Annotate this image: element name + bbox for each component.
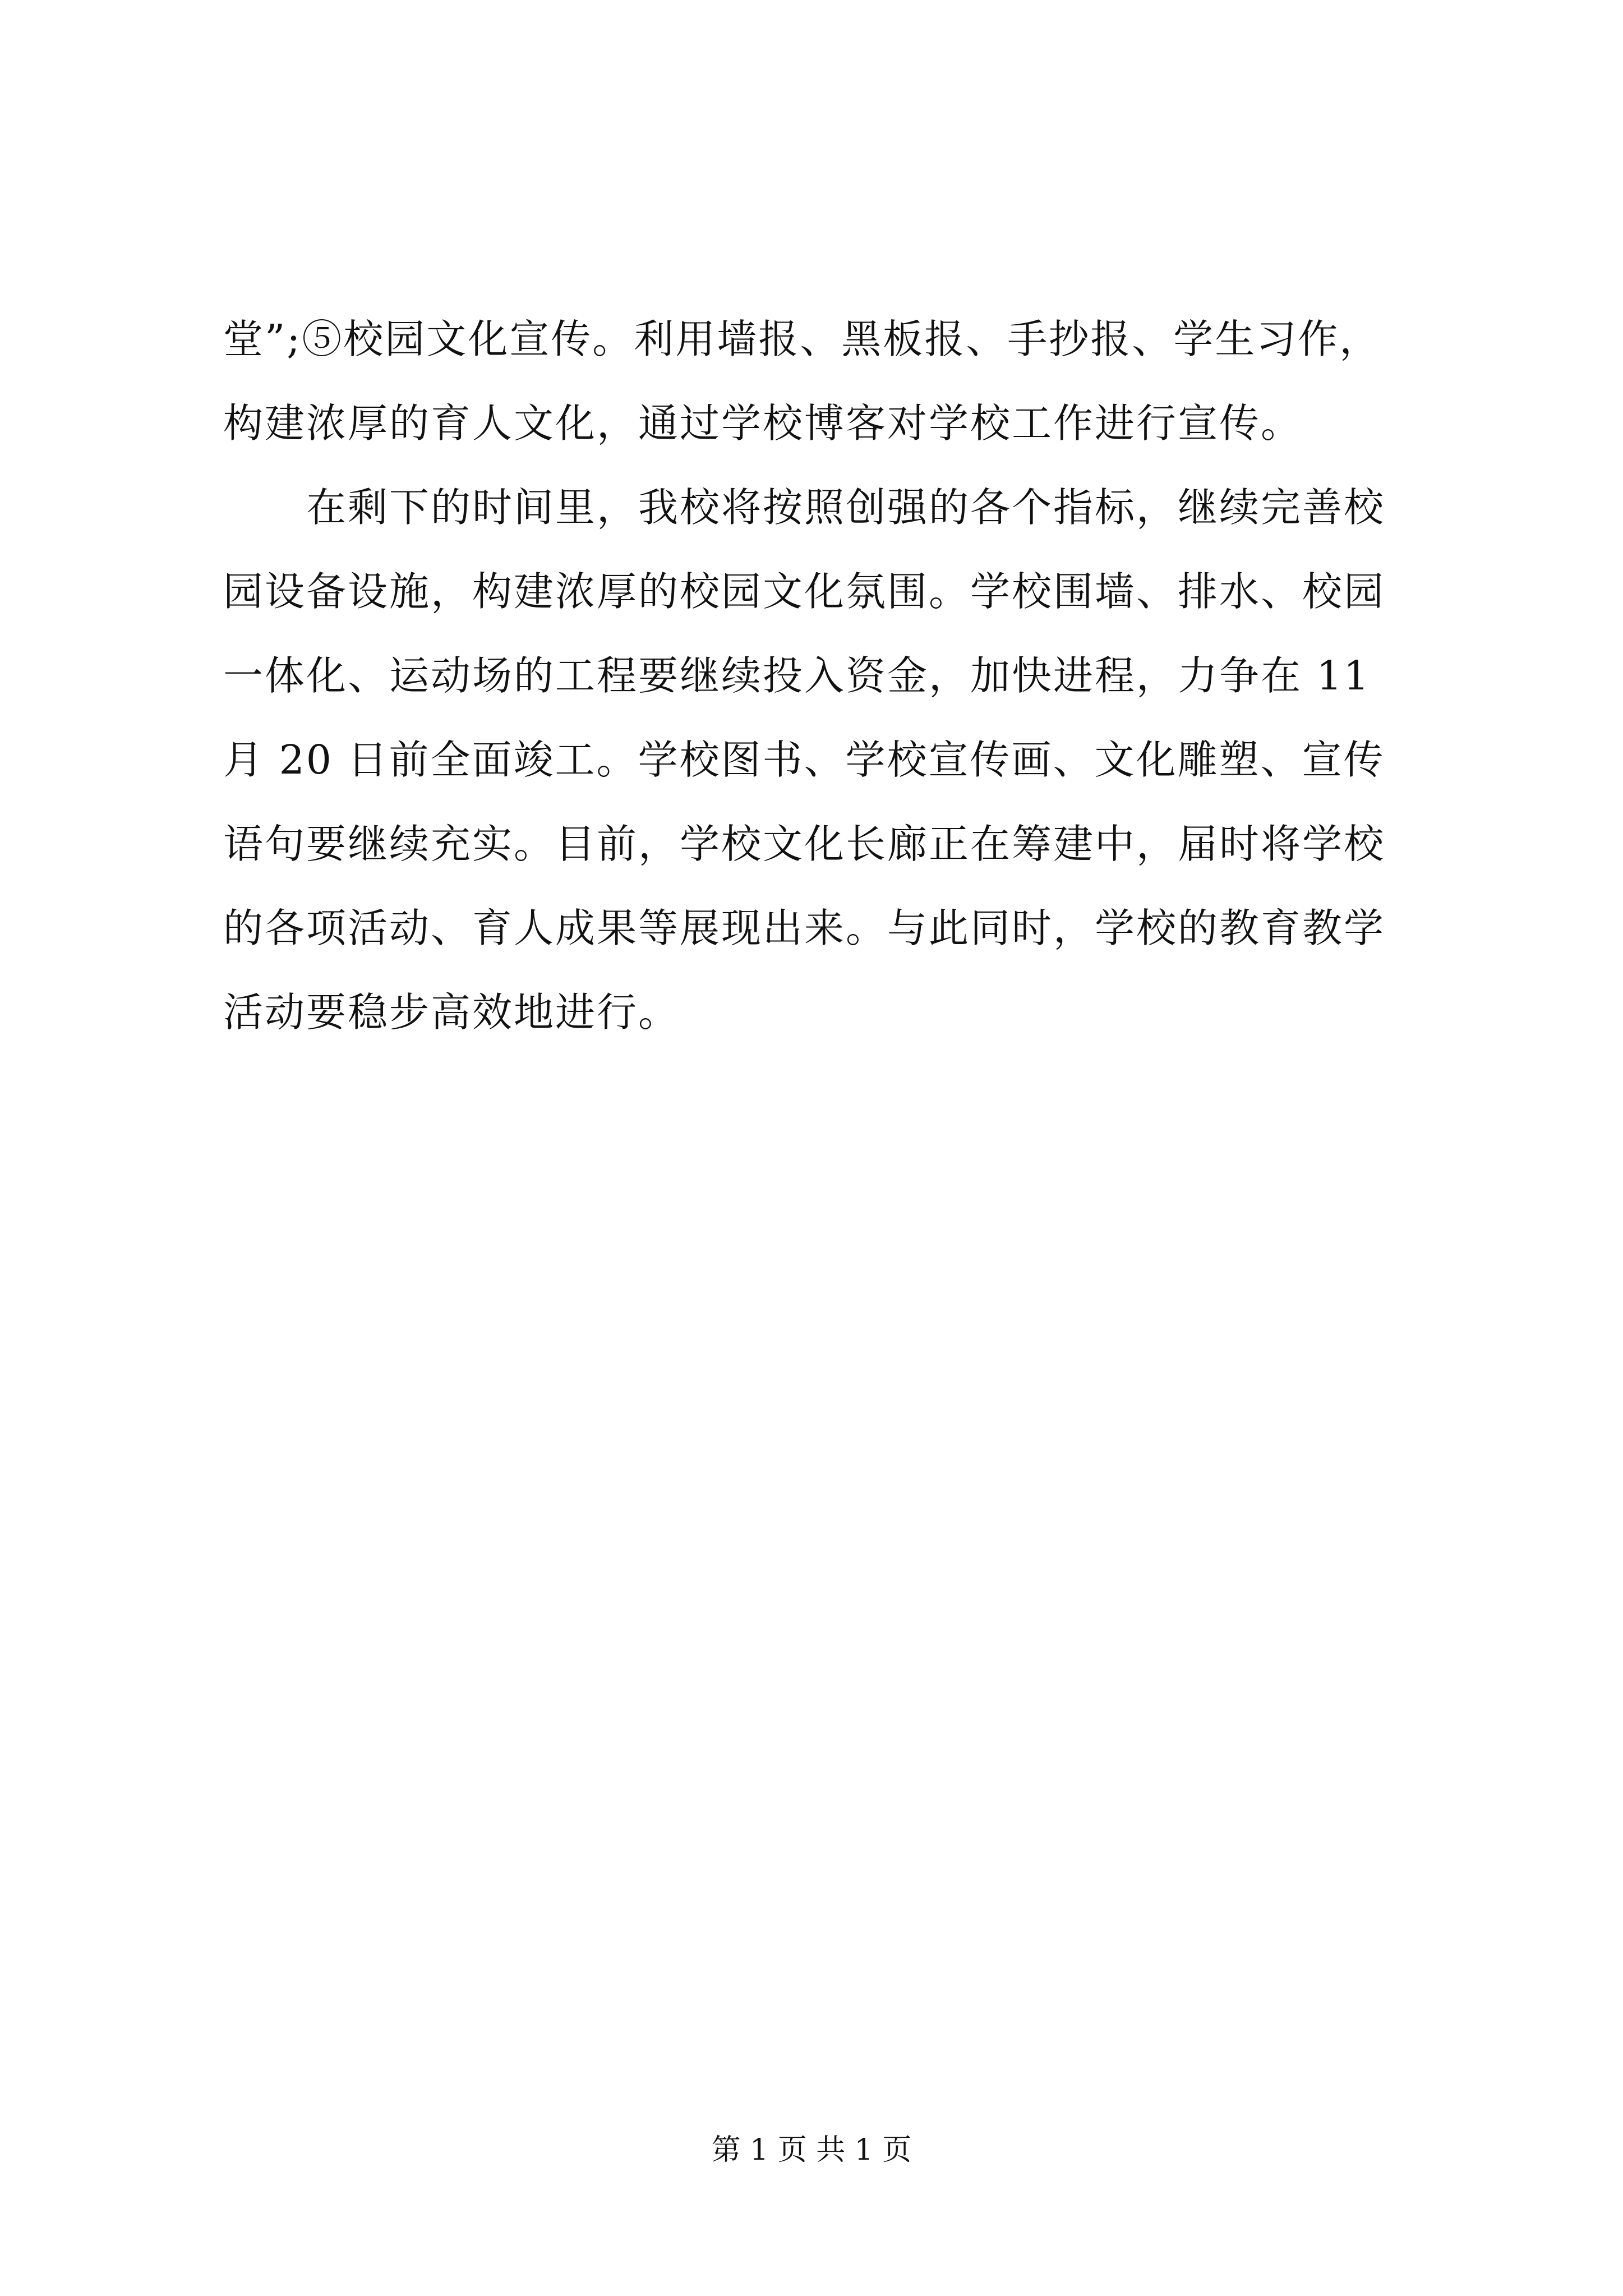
body-line-1: 堂”;⑤校园文化宣传。利用墙报、黑板报、手抄报、学生习作， (223, 316, 1381, 362)
page-number-label: 第 1 页 共 1 页 (711, 2133, 912, 2167)
document-body (223, 297, 1429, 1055)
body-line-6: 月 20 日前全面竣工。学校图书、学校宣传画、文化雕塑、宣传 (223, 737, 1385, 783)
body-line-4: 园设备设施，构建浓厚的校园文化氛围。学校围墙、排水、校园 (223, 568, 1386, 615)
body-line-9: 活动要稳步高效地进行。 (223, 989, 680, 1036)
page-footer (0, 2126, 1623, 2168)
body-line-5: 一体化、运动场的工程要继续投入资金，加快进程，力争在 11 (223, 652, 1371, 699)
body-line-2: 构建浓厚的育人文化，通过学校博客对学校工作进行宣传。 (223, 400, 1303, 447)
body-line-8: 的各项活动、育人成果等展现出来。与此同时，学校的教育教学 (223, 905, 1386, 951)
body-line-3: 在剩下的时间里，我校将按照创强的各个指标，继续完善校 (223, 484, 1386, 531)
body-line-7: 语句要继续充实。目前，学校文化长廊正在筹建中，届时将学校 (223, 821, 1386, 867)
